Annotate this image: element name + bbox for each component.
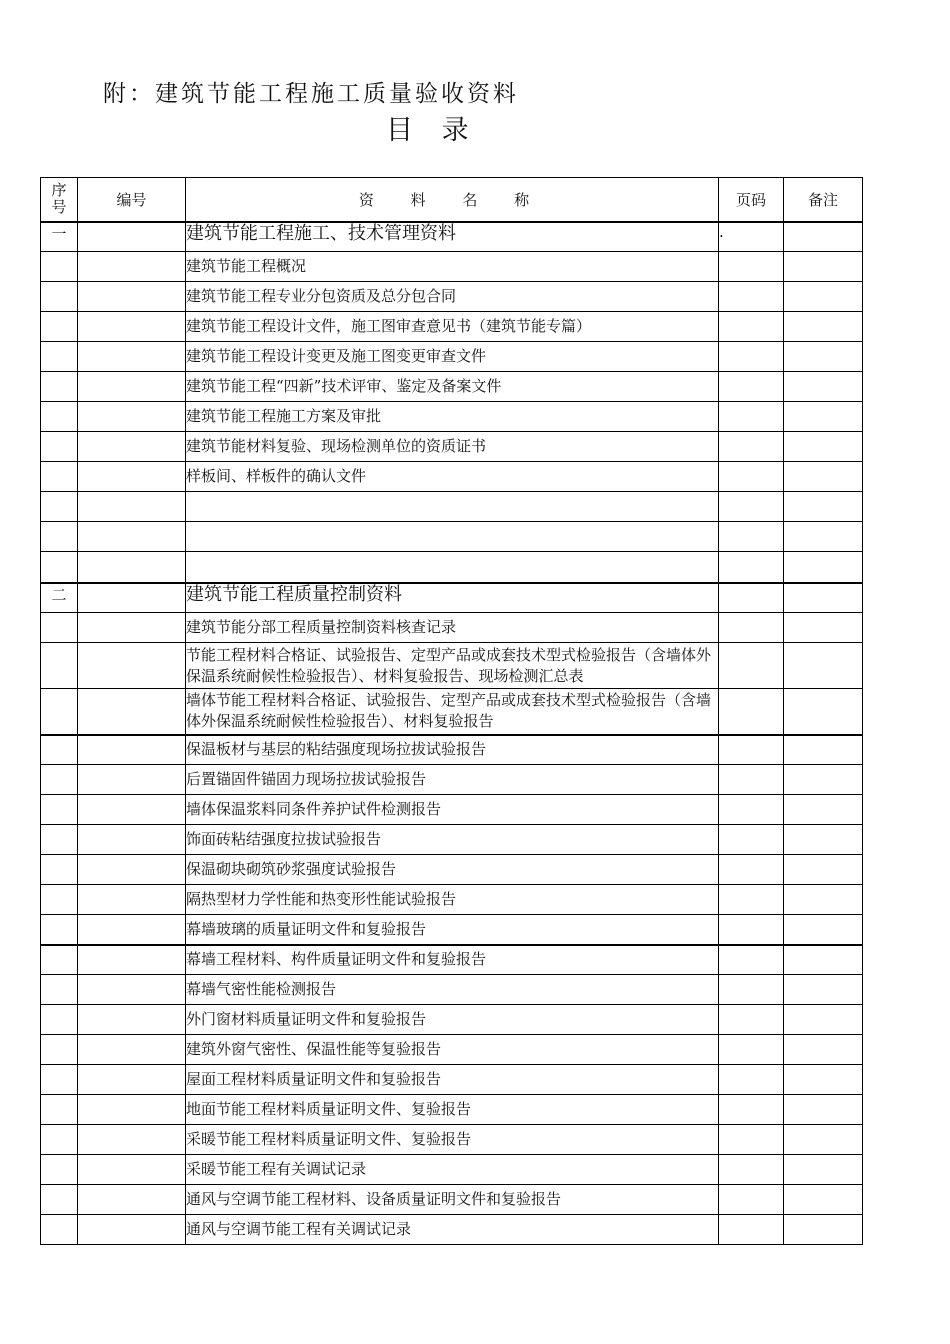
cell-page xyxy=(719,522,784,552)
cell-page xyxy=(719,735,784,765)
cell-remark xyxy=(784,1035,863,1065)
cell-page xyxy=(719,432,784,462)
cell-code xyxy=(78,402,186,432)
table-row xyxy=(41,613,863,643)
cell-code xyxy=(78,522,186,552)
cell-page xyxy=(719,825,784,855)
header-page: 页码 xyxy=(719,178,784,222)
cell-seq xyxy=(41,855,78,885)
cell-seq xyxy=(41,402,78,432)
cell-remark xyxy=(784,522,863,552)
cell-name: 墙体保温浆料同条件养护试件检测报告 xyxy=(186,795,719,825)
cell-seq xyxy=(41,462,78,492)
cell-name: 幕墙工程材料、构件质量证明文件和复验报告 xyxy=(186,945,719,975)
cell-seq xyxy=(41,765,78,795)
cell-page xyxy=(719,689,784,735)
header-name: 资 料 名 称 xyxy=(186,178,719,222)
cell-remark xyxy=(784,885,863,915)
cell-seq xyxy=(41,643,78,689)
cell-code xyxy=(78,492,186,522)
cell-remark xyxy=(784,1155,863,1185)
cell-code xyxy=(78,372,186,402)
table-row xyxy=(41,643,863,689)
cell-seq xyxy=(41,432,78,462)
cell-page xyxy=(719,312,784,342)
cell-remark xyxy=(784,552,863,583)
table-row xyxy=(41,402,863,432)
section-row xyxy=(41,583,863,613)
cell-code xyxy=(78,552,186,583)
cell-seq xyxy=(41,1185,78,1215)
header-seq: 序号 xyxy=(41,178,78,222)
cell-remark xyxy=(784,765,863,795)
cell-code xyxy=(78,252,186,282)
cell-name: 节能工程材料合格证、试验报告、定型产品或成套技术型式检验报告（含墙体外保温系统耐候性检验报告）、材料复验报告、现场检测汇总表 xyxy=(186,643,719,689)
cell-page xyxy=(719,252,784,282)
cell-remark xyxy=(784,855,863,885)
cell-page xyxy=(719,1155,784,1185)
cell-code xyxy=(78,945,186,975)
cell-page xyxy=(719,885,784,915)
table-row xyxy=(41,765,863,795)
cell-code xyxy=(78,1125,186,1155)
cell-seq: 一 xyxy=(41,222,78,252)
cell-remark xyxy=(784,975,863,1005)
cell-code xyxy=(78,1035,186,1065)
cell-seq xyxy=(41,1095,78,1125)
table-row xyxy=(41,492,863,522)
cell-name: 幕墙玻璃的质量证明文件和复验报告 xyxy=(186,915,719,945)
cell-page xyxy=(719,462,784,492)
cell-page xyxy=(719,492,784,522)
cell-page xyxy=(719,915,784,945)
cell-name: 外门窗材料质量证明文件和复验报告 xyxy=(186,1005,719,1035)
cell-page xyxy=(719,402,784,432)
cell-name: 建筑节能工程质量控制资料 xyxy=(186,583,719,613)
cell-seq xyxy=(41,975,78,1005)
cell-page xyxy=(719,765,784,795)
cell-page xyxy=(719,613,784,643)
cell-seq xyxy=(41,492,78,522)
table-row xyxy=(41,252,863,282)
cell-seq xyxy=(41,885,78,915)
cell-remark xyxy=(784,252,863,282)
cell-remark xyxy=(784,312,863,342)
cell-code xyxy=(78,643,186,689)
cell-name: 后置锚固件锚固力现场拉拔试验报告 xyxy=(186,765,719,795)
table-row xyxy=(41,522,863,552)
cell-remark xyxy=(784,689,863,735)
cell-code xyxy=(78,342,186,372)
cell-remark xyxy=(784,282,863,312)
cell-remark xyxy=(784,222,863,252)
table-row xyxy=(41,885,863,915)
cell-page xyxy=(719,1125,784,1155)
cell-name: 保温板材与基层的粘结强度现场拉拔试验报告 xyxy=(186,735,719,765)
table-row xyxy=(41,1095,863,1125)
table-row xyxy=(41,1065,863,1095)
cell-remark xyxy=(784,1215,863,1245)
cell-remark xyxy=(784,613,863,643)
cell-seq xyxy=(41,613,78,643)
table-row xyxy=(41,372,863,402)
table-row xyxy=(41,1125,863,1155)
cell-page xyxy=(719,855,784,885)
table-row xyxy=(41,1185,863,1215)
cell-name: 饰面砖粘结强度拉拔试验报告 xyxy=(186,825,719,855)
cell-code xyxy=(78,1185,186,1215)
cell-name: 建筑节能工程“四新”技术评审、鉴定及备案文件 xyxy=(186,372,719,402)
cell-page xyxy=(719,282,784,312)
cell-name: 建筑节能工程设计变更及施工图变更审查文件 xyxy=(186,342,719,372)
cell-seq xyxy=(41,312,78,342)
cell-remark xyxy=(784,342,863,372)
cell-seq xyxy=(41,735,78,765)
cell-remark xyxy=(784,795,863,825)
cell-remark xyxy=(784,945,863,975)
cell-seq: 二 xyxy=(41,583,78,613)
cell-code xyxy=(78,885,186,915)
cell-name: 保温砌块砌筑砂浆强度试验报告 xyxy=(186,855,719,885)
cell-name: 屋面工程材料质量证明文件和复验报告 xyxy=(186,1065,719,1095)
cell-seq xyxy=(41,522,78,552)
cell-seq xyxy=(41,372,78,402)
cell-code xyxy=(78,1095,186,1125)
cell-code xyxy=(78,432,186,462)
cell-page xyxy=(719,342,784,372)
toc-table xyxy=(40,177,863,1245)
cell-code xyxy=(78,795,186,825)
cell-page xyxy=(719,1005,784,1035)
cell-remark xyxy=(784,372,863,402)
cell-seq xyxy=(41,825,78,855)
cell-seq xyxy=(41,915,78,945)
cell-code xyxy=(78,689,186,735)
table-row xyxy=(41,795,863,825)
table-row xyxy=(41,945,863,975)
table-row xyxy=(41,855,863,885)
table-row xyxy=(41,282,863,312)
cell-seq xyxy=(41,795,78,825)
header-remark: 备注 xyxy=(784,178,863,222)
cell-code xyxy=(78,613,186,643)
cell-name: 建筑节能材料复验、现场检测单位的资质证书 xyxy=(186,432,719,462)
cell-name: 采暖节能工程材料质量证明文件、复验报告 xyxy=(186,1125,719,1155)
cell-name: 墙体节能工程材料合格证、试验报告、定型产品或成套技术型式检验报告（含墙体外保温系统耐候性检验报告）、材料复验报告 xyxy=(186,689,719,735)
cell-name: 采暖节能工程有关调试记录 xyxy=(186,1155,719,1185)
cell-seq xyxy=(41,342,78,372)
cell-name: 样板间、样板件的确认文件 xyxy=(186,462,719,492)
cell-seq xyxy=(41,1215,78,1245)
cell-name: 建筑节能工程概况 xyxy=(186,252,719,282)
cell-remark xyxy=(784,643,863,689)
table-row xyxy=(41,342,863,372)
cell-code xyxy=(78,1215,186,1245)
cell-page xyxy=(719,552,784,583)
cell-name xyxy=(186,492,719,522)
cell-remark xyxy=(784,735,863,765)
cell-remark xyxy=(784,1185,863,1215)
cell-seq xyxy=(41,252,78,282)
table-header-row xyxy=(41,178,863,222)
cell-name: 地面节能工程材料质量证明文件、复验报告 xyxy=(186,1095,719,1125)
cell-name: 建筑节能工程施工方案及审批 xyxy=(186,402,719,432)
cell-remark xyxy=(784,583,863,613)
table-row xyxy=(41,432,863,462)
cell-code xyxy=(78,825,186,855)
cell-name xyxy=(186,552,719,583)
table-row xyxy=(41,825,863,855)
cell-remark xyxy=(784,492,863,522)
cell-remark xyxy=(784,915,863,945)
table-row xyxy=(41,462,863,492)
cell-page xyxy=(719,643,784,689)
cell-page xyxy=(719,975,784,1005)
document-subtitle: 目 录 xyxy=(386,115,479,146)
cell-code xyxy=(78,1155,186,1185)
cell-seq xyxy=(41,945,78,975)
table-body xyxy=(41,222,863,1245)
cell-page xyxy=(719,372,784,402)
table-row xyxy=(41,552,863,583)
cell-seq xyxy=(41,1035,78,1065)
cell-code xyxy=(78,312,186,342)
cell-code xyxy=(78,462,186,492)
cell-code xyxy=(78,583,186,613)
cell-page xyxy=(719,1035,784,1065)
cell-remark xyxy=(784,1095,863,1125)
cell-code xyxy=(78,222,186,252)
cell-code xyxy=(78,765,186,795)
cell-code xyxy=(78,735,186,765)
cell-code xyxy=(78,1005,186,1035)
cell-remark xyxy=(784,825,863,855)
cell-page xyxy=(719,583,784,613)
table-row xyxy=(41,915,863,945)
cell-name: 隔热型材力学性能和热变形性能试验报告 xyxy=(186,885,719,915)
cell-remark xyxy=(784,1005,863,1035)
cell-page xyxy=(719,1215,784,1245)
cell-seq xyxy=(41,689,78,735)
cell-seq xyxy=(41,1125,78,1155)
cell-seq xyxy=(41,1005,78,1035)
cell-page xyxy=(719,1185,784,1215)
cell-name: 建筑节能工程设计文件，施工图审查意见书（建筑节能专篇） xyxy=(186,312,719,342)
cell-name: 通风与空调节能工程材料、设备质量证明文件和复验报告 xyxy=(186,1185,719,1215)
cell-name: 建筑外窗气密性、保温性能等复验报告 xyxy=(186,1035,719,1065)
cell-name: 幕墙气密性能检测报告 xyxy=(186,975,719,1005)
table-row xyxy=(41,1005,863,1035)
cell-remark xyxy=(784,1065,863,1095)
cell-remark xyxy=(784,402,863,432)
document-title: 附：建筑节能工程施工质量验收资料 xyxy=(103,81,519,107)
cell-page: . xyxy=(719,222,784,252)
cell-name: 建筑节能分部工程质量控制资料核查记录 xyxy=(186,613,719,643)
table-row xyxy=(41,689,863,735)
cell-seq xyxy=(41,552,78,583)
table-row xyxy=(41,1035,863,1065)
cell-code xyxy=(78,282,186,312)
cell-name: 通风与空调节能工程有关调试记录 xyxy=(186,1215,719,1245)
cell-page xyxy=(719,795,784,825)
cell-seq xyxy=(41,1065,78,1095)
cell-remark xyxy=(784,1125,863,1155)
cell-code xyxy=(78,915,186,945)
table-row xyxy=(41,1155,863,1185)
section-row xyxy=(41,222,863,252)
cell-remark xyxy=(784,462,863,492)
cell-name xyxy=(186,522,719,552)
table-row xyxy=(41,975,863,1005)
cell-seq xyxy=(41,282,78,312)
cell-page xyxy=(719,1065,784,1095)
cell-code xyxy=(78,975,186,1005)
table-row xyxy=(41,735,863,765)
table-row xyxy=(41,1215,863,1245)
cell-code xyxy=(78,855,186,885)
cell-name: 建筑节能工程施工、技术管理资料 xyxy=(186,222,719,252)
cell-name: 建筑节能工程专业分包资质及总分包合同 xyxy=(186,282,719,312)
cell-page xyxy=(719,945,784,975)
table-row xyxy=(41,312,863,342)
cell-page xyxy=(719,1095,784,1125)
cell-remark xyxy=(784,432,863,462)
header-code: 编号 xyxy=(78,178,186,222)
cell-seq xyxy=(41,1155,78,1185)
cell-code xyxy=(78,1065,186,1095)
